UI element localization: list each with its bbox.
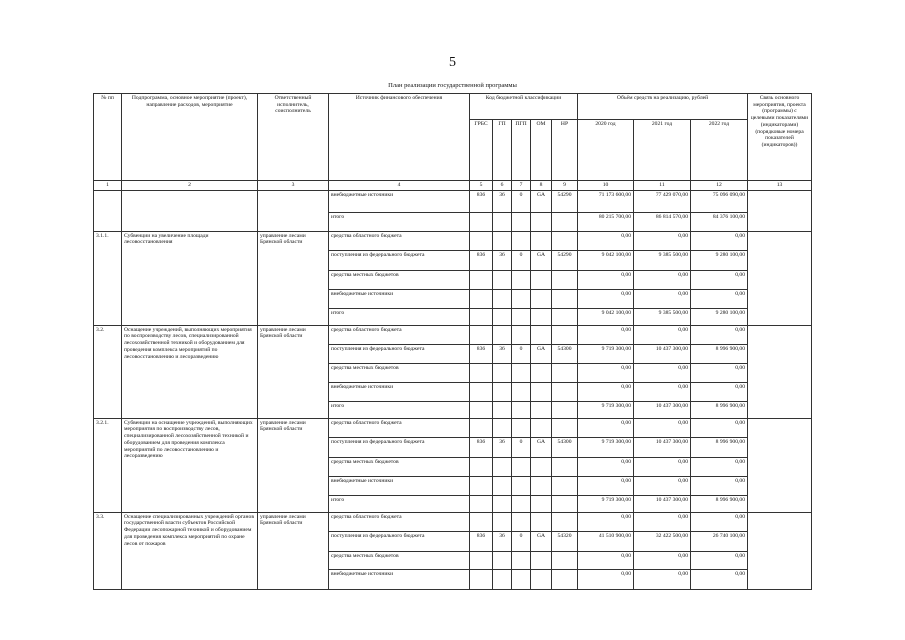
row-resp (258, 190, 329, 231)
row-amount: 0,00 (691, 569, 748, 589)
header-link: Связь основного мероприятия, проекта (программы) с целевыми показателями (индикаторами) (порядковые номера показателей (индикаторов)) (748, 94, 812, 181)
row-code-om (531, 457, 552, 476)
row-amount: 0,00 (691, 231, 748, 250)
row-amount: 9 719 300,00 (578, 401, 634, 418)
row-link (748, 512, 812, 589)
row-amount: 0,00 (691, 363, 748, 382)
row-amount: 26 740 100,00 (691, 531, 748, 551)
row-num: 3.2. (94, 325, 122, 418)
row-amount: 0,00 (578, 289, 634, 308)
row-source: средства местных бюджетов (329, 270, 470, 289)
row-code-pgp (512, 363, 531, 382)
row-amount: 8 996 900,00 (691, 344, 748, 363)
row-amount: 9 385 500,00 (634, 250, 691, 270)
row-amount: 71 173 600,00 (578, 190, 634, 212)
row-code-om (531, 476, 552, 495)
row-amount: 8 996 900,00 (691, 401, 748, 418)
row-amount: 0,00 (634, 512, 691, 531)
col-number: 10 (578, 181, 634, 191)
row-code-om (531, 363, 552, 382)
header-name: Подпрограмма, основное мероприятие (проект), направление расходов, мероприятие (122, 94, 258, 181)
row-code-np (552, 308, 578, 325)
row-resp: управление лесами Брянской области (258, 325, 329, 418)
table-row (94, 231, 812, 250)
row-code-gp (493, 476, 512, 495)
row-code-grbs (470, 457, 493, 476)
col-number: 1 (94, 181, 122, 191)
document-title: План реализации государственной программы (388, 82, 517, 89)
col-number: 9 (552, 181, 578, 191)
row-code-gp (493, 418, 512, 437)
header-om: ОМ (531, 120, 552, 181)
row-amount: 0,00 (634, 270, 691, 289)
row-amount: 10 437 300,00 (634, 437, 691, 457)
row-source: средства местных бюджетов (329, 363, 470, 382)
header-grbs: ГРБС (470, 120, 493, 181)
table-row (94, 512, 812, 531)
row-amount: 9 385 500,00 (634, 308, 691, 325)
row-amount: 0,00 (634, 476, 691, 495)
row-code-pgp: 0 (512, 190, 531, 212)
row-source: средства областного бюджета (329, 231, 470, 250)
row-code-grbs: 836 (470, 344, 493, 363)
row-code-pgp (512, 289, 531, 308)
row-code-gp: 36 (493, 344, 512, 363)
row-code-grbs (470, 308, 493, 325)
row-source: внебюджетные источники (329, 569, 470, 589)
row-code-grbs (470, 495, 493, 512)
row-amount: 0,00 (578, 363, 634, 382)
row-code-pgp (512, 308, 531, 325)
row-code-pgp: 0 (512, 531, 531, 551)
row-amount: 0,00 (578, 476, 634, 495)
row-code-gp (493, 401, 512, 418)
row-amount: 0,00 (691, 476, 748, 495)
row-code-om: GA (531, 531, 552, 551)
row-code-om (531, 418, 552, 437)
row-amount: 0,00 (634, 551, 691, 569)
row-amount: 0,00 (578, 382, 634, 401)
table-row (94, 325, 812, 344)
row-amount: 0,00 (578, 231, 634, 250)
row-code-np: 54290 (552, 190, 578, 212)
row-amount: 0,00 (691, 512, 748, 531)
row-code-pgp (512, 212, 531, 231)
row-code-np (552, 231, 578, 250)
row-name: Оснащение специализированных учреждений органов государственной власти субъектов Российской Федерации лесопожарной техникой и оборудованием для проведения комплекса мероприятий по охране лесов от пожаров (122, 512, 258, 589)
header-2020: 2020 год (578, 120, 634, 181)
row-amount: 10 437 300,00 (634, 401, 691, 418)
row-num: 3.2.1. (94, 418, 122, 512)
row-code-om (531, 212, 552, 231)
row-resp: управление лесами Брянской области (258, 512, 329, 589)
row-amount: 0,00 (578, 551, 634, 569)
header-pgp: ПГП (512, 120, 531, 181)
row-name: Субвенции на оснащение учреждений, выполняющих мероприятия по воспроизводству лесов, специализированной лесохозяйственной техникой и оборудованием для проведения комплекса мероприятий по лесовосстановлению и лесоразведению (122, 418, 258, 512)
row-code-gp (493, 551, 512, 569)
row-code-om (531, 289, 552, 308)
row-code-np (552, 363, 578, 382)
row-source: поступления из федерального бюджета (329, 437, 470, 457)
row-amount: 0,00 (578, 418, 634, 437)
row-amount: 0,00 (691, 551, 748, 569)
row-code-np: 54320 (552, 531, 578, 551)
row-code-grbs (470, 512, 493, 531)
row-code-grbs (470, 325, 493, 344)
row-code-gp: 36 (493, 190, 512, 212)
row-code-om: GA (531, 250, 552, 270)
row-code-om (531, 512, 552, 531)
header-volume: Объём средств на реализацию, рублей (578, 94, 748, 120)
table-row (94, 418, 812, 437)
row-amount: 75 096 090,00 (691, 190, 748, 212)
row-code-om: GA (531, 344, 552, 363)
row-amount: 0,00 (634, 325, 691, 344)
row-source: итого (329, 401, 470, 418)
row-code-np (552, 289, 578, 308)
header-kbk: Код бюджетной классификации (470, 94, 578, 120)
row-source: средства областного бюджета (329, 418, 470, 437)
row-link (748, 418, 812, 512)
row-amount: 0,00 (578, 457, 634, 476)
row-code-pgp (512, 325, 531, 344)
row-source: внебюджетные источники (329, 289, 470, 308)
row-source: поступления из федерального бюджета (329, 250, 470, 270)
row-code-grbs (470, 382, 493, 401)
row-code-np (552, 382, 578, 401)
row-source: внебюджетные источники (329, 476, 470, 495)
row-source: средства местных бюджетов (329, 551, 470, 569)
row-code-np (552, 212, 578, 231)
row-code-np (552, 551, 578, 569)
row-amount: 32 422 500,00 (634, 531, 691, 551)
row-code-gp (493, 325, 512, 344)
row-amount: 0,00 (578, 325, 634, 344)
row-amount: 10 437 300,00 (634, 495, 691, 512)
row-code-gp: 36 (493, 531, 512, 551)
row-code-om (531, 551, 552, 569)
header-gp: ГП (493, 120, 512, 181)
row-name: Субвенции на увеличение площади лесовосстановления (122, 231, 258, 325)
row-code-grbs (470, 270, 493, 289)
row-code-gp (493, 512, 512, 531)
row-code-om: GA (531, 437, 552, 457)
row-code-np (552, 401, 578, 418)
row-code-pgp (512, 512, 531, 531)
row-code-np (552, 325, 578, 344)
row-code-pgp (512, 270, 531, 289)
col-number: 7 (512, 181, 531, 191)
row-code-om (531, 382, 552, 401)
row-link (748, 190, 812, 231)
row-source: итого (329, 495, 470, 512)
row-amount: 0,00 (634, 363, 691, 382)
row-amount: 8 996 900,00 (691, 495, 748, 512)
row-code-gp (493, 457, 512, 476)
header-2021: 2021 год (634, 120, 691, 181)
row-amount: 0,00 (691, 382, 748, 401)
header-row (94, 94, 812, 120)
row-code-grbs: 836 (470, 250, 493, 270)
row-code-om (531, 401, 552, 418)
row-link (748, 231, 812, 325)
col-number: 11 (634, 181, 691, 191)
program-plan-table (93, 93, 812, 590)
row-source: поступления из федерального бюджета (329, 531, 470, 551)
row-code-pgp (512, 382, 531, 401)
row-code-gp (493, 270, 512, 289)
row-code-np (552, 476, 578, 495)
row-source: средства областного бюджета (329, 325, 470, 344)
row-amount: 0,00 (578, 569, 634, 589)
row-amount: 77 429 070,00 (634, 190, 691, 212)
row-code-grbs (470, 212, 493, 231)
row-source: внебюджетные источники (329, 382, 470, 401)
row-code-pgp (512, 551, 531, 569)
row-amount: 41 510 900,00 (578, 531, 634, 551)
row-amount: 84 376 100,00 (691, 212, 748, 231)
row-code-gp (493, 289, 512, 308)
row-code-om (531, 270, 552, 289)
row-code-om (531, 495, 552, 512)
row-code-gp (493, 231, 512, 250)
row-code-grbs (470, 418, 493, 437)
row-amount: 9 719 300,00 (578, 437, 634, 457)
header-num: № пп (94, 94, 122, 181)
row-name (122, 190, 258, 231)
col-number: 3 (258, 181, 329, 191)
row-code-gp (493, 363, 512, 382)
row-code-np: 54300 (552, 437, 578, 457)
row-code-np: 54290 (552, 250, 578, 270)
row-code-gp (493, 308, 512, 325)
col-number: 5 (470, 181, 493, 191)
row-code-grbs: 836 (470, 437, 493, 457)
row-amount: 0,00 (634, 418, 691, 437)
row-amount: 10 437 300,00 (634, 344, 691, 363)
col-number: 8 (531, 181, 552, 191)
row-code-grbs (470, 551, 493, 569)
row-source: внебюджетные источники (329, 190, 470, 212)
header-np: НР (552, 120, 578, 181)
row-num: 3.1.1. (94, 231, 122, 325)
row-name: Оснащение учреждений, выполняющих мероприятия по воспроизводству лесов, специализированной лесохозяйственной техникой и оборудованием для проведения комплекса мероприятий по лесовосстановлению и лесоразведению (122, 325, 258, 418)
row-code-grbs (470, 289, 493, 308)
row-source: средства местных бюджетов (329, 457, 470, 476)
row-source: итого (329, 212, 470, 231)
header-responsible: Ответственный исполнитель, соисполнитель (258, 94, 329, 181)
row-code-pgp (512, 418, 531, 437)
row-code-pgp (512, 401, 531, 418)
row-amount: 0,00 (691, 289, 748, 308)
row-source: поступления из федерального бюджета (329, 344, 470, 363)
row-amount: 0,00 (634, 569, 691, 589)
row-code-pgp (512, 457, 531, 476)
row-amount: 9 719 300,00 (578, 344, 634, 363)
row-code-gp: 36 (493, 250, 512, 270)
row-code-pgp (512, 476, 531, 495)
row-code-om (531, 569, 552, 589)
row-amount: 0,00 (578, 512, 634, 531)
row-code-om (531, 325, 552, 344)
row-code-pgp: 0 (512, 437, 531, 457)
row-amount: 9 280 100,00 (691, 250, 748, 270)
row-resp: управление лесами Брянской области (258, 231, 329, 325)
row-amount: 0,00 (691, 270, 748, 289)
row-amount: 0,00 (691, 418, 748, 437)
row-amount: 0,00 (578, 270, 634, 289)
row-amount: 8 996 900,00 (691, 437, 748, 457)
row-code-om (531, 308, 552, 325)
row-amount: 9 719 300,00 (578, 495, 634, 512)
row-amount: 9 042 100,00 (578, 250, 634, 270)
row-code-pgp (512, 495, 531, 512)
row-code-grbs (470, 569, 493, 589)
row-code-grbs (470, 231, 493, 250)
row-code-np (552, 270, 578, 289)
row-amount: 9 042 100,00 (578, 308, 634, 325)
row-code-gp (493, 382, 512, 401)
row-code-om: GA (531, 190, 552, 212)
row-num: 3.3. (94, 512, 122, 589)
header-2022: 2022 год (691, 120, 748, 181)
row-code-np: 54300 (552, 344, 578, 363)
row-amount: 0,00 (634, 382, 691, 401)
row-source: итого (329, 308, 470, 325)
col-number: 6 (493, 181, 512, 191)
row-code-grbs (470, 476, 493, 495)
row-code-np (552, 569, 578, 589)
row-amount: 9 280 100,00 (691, 308, 748, 325)
row-num (94, 190, 122, 231)
row-resp: управление лесами Брянской области (258, 418, 329, 512)
row-source: средства областного бюджета (329, 512, 470, 531)
row-code-grbs: 836 (470, 190, 493, 212)
row-code-pgp: 0 (512, 250, 531, 270)
col-number: 4 (329, 181, 470, 191)
row-amount: 0,00 (634, 457, 691, 476)
row-code-grbs (470, 401, 493, 418)
row-amount: 0,00 (634, 289, 691, 308)
table-row (94, 190, 812, 212)
header-source: Источник финансового обеспечения (329, 94, 470, 181)
row-amount: 86 814 570,00 (634, 212, 691, 231)
column-number-row (94, 181, 812, 191)
row-code-grbs: 836 (470, 531, 493, 551)
row-amount: 0,00 (634, 231, 691, 250)
row-code-pgp: 0 (512, 344, 531, 363)
row-amount: 0,00 (691, 325, 748, 344)
page-number: 5 (449, 55, 456, 70)
row-code-om (531, 231, 552, 250)
table-body (94, 190, 812, 589)
row-code-gp: 36 (493, 437, 512, 457)
row-amount: 0,00 (691, 457, 748, 476)
row-code-np (552, 495, 578, 512)
col-number: 12 (691, 181, 748, 191)
row-code-pgp (512, 569, 531, 589)
row-code-gp (493, 569, 512, 589)
row-code-np (552, 418, 578, 437)
row-amount: 80 215 700,00 (578, 212, 634, 231)
row-code-grbs (470, 363, 493, 382)
row-code-np (552, 512, 578, 531)
row-code-gp (493, 212, 512, 231)
col-number: 2 (122, 181, 258, 191)
row-code-np (552, 457, 578, 476)
row-link (748, 325, 812, 418)
col-number: 13 (748, 181, 812, 191)
row-code-pgp (512, 231, 531, 250)
row-code-gp (493, 495, 512, 512)
